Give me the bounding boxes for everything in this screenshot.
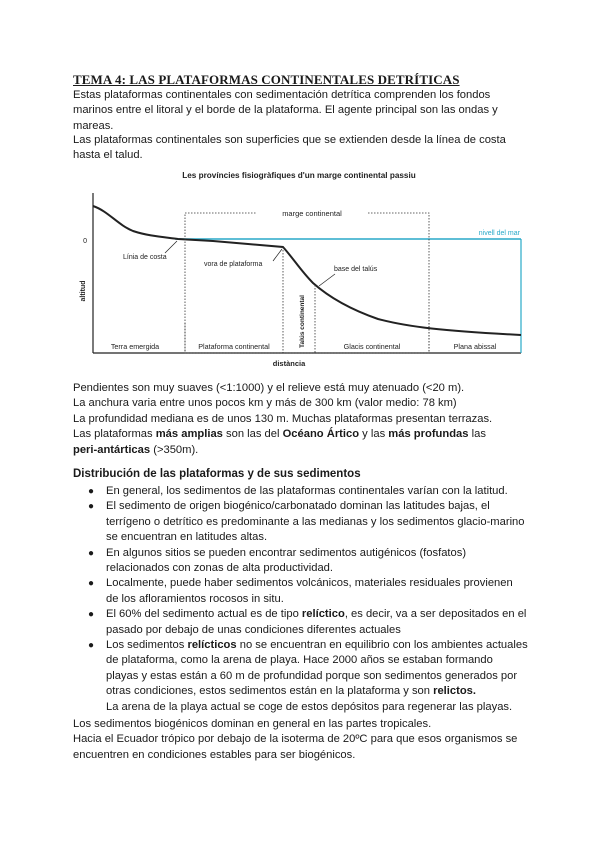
sea-level-label: nivell del mar	[478, 230, 520, 237]
fact-line	[73, 427, 533, 442]
text-run: las	[468, 428, 486, 441]
intro-line: marinos entre el litoral y el borde de la plataforma. El agente principal son las ondas y	[73, 104, 498, 117]
text-run: , es decir, va a ser depositados en el pasado por debajo de unas condiciones diferentes actuales	[106, 608, 527, 636]
zone-abyssal: Plana abissal	[453, 342, 497, 351]
text-run: son las del	[222, 428, 283, 441]
bold-run: relíctico	[301, 608, 345, 621]
bullet-icon: ●	[88, 578, 95, 590]
fact-line: La anchura varia entre unos pocos km y más de 300 km (valor medio: 78 km)	[73, 397, 457, 410]
bold-run: peri-antárticas	[73, 443, 151, 456]
intro-line: mareas.	[73, 119, 114, 132]
slope-base-label: base del talús	[334, 266, 378, 273]
bullet-icon: ●	[88, 609, 95, 621]
bullet-icon: ●	[88, 501, 95, 513]
margin-diagram-svg	[73, 163, 530, 377]
diagram-title: Les províncies fisiogràfiques d'un marge continental passiu	[182, 171, 416, 180]
list-item	[88, 576, 528, 607]
section-heading: Distribución de las plataformas y de sus sedimentos	[73, 468, 361, 480]
list-item	[88, 607, 528, 638]
text-run: Las plataformas	[73, 428, 156, 441]
list-item	[88, 499, 528, 545]
closing-line: Hacia el Ecuador trópico por debajo de la isoterma de 20ºC para que esos organismos se	[73, 733, 518, 746]
bullet-icon: ●	[88, 640, 95, 652]
closing-line: Los sedimentos biogénicos dominan en general en las partes tropicales.	[73, 718, 432, 730]
bullet-icon: ●	[88, 547, 95, 559]
definition-paragraph	[73, 133, 533, 164]
fact-line	[73, 443, 533, 458]
fact-line: La profundidad mediana es de unos 130 m. Muchas plataformas presentan terrazas.	[73, 412, 493, 425]
bold-run: Océano Ártico	[282, 428, 360, 441]
text-run: (>350m).	[150, 443, 199, 456]
sediment-bullet-list	[88, 484, 528, 715]
zero-label: 0	[83, 238, 87, 245]
shelf-edge-label: vora de plataforma	[204, 261, 263, 268]
zone-land: Terra emergida	[110, 342, 160, 351]
zone-rise: Glacis continental	[343, 342, 401, 351]
text-run: no se encuentran en equilibrio con los ambientes actuales de plataforma, como la arena de playa. Hace 2000 años se estaban formando playas y estas están a 60 m de profundidad porque son sedimentos generados por otras condiciones, estos sedimentos están en la plataforma y son	[106, 639, 528, 698]
distance-axis-label: distància	[272, 359, 306, 368]
coastline-label: Línia de costa	[123, 254, 167, 261]
list-item-text: Localmente, puede haber sedimentos volcánicos, materiales residuales provienen de los afloramientos rocosos in situ.	[106, 577, 513, 605]
intro-paragraph	[73, 88, 533, 134]
text-run: Los sedimentos	[106, 639, 188, 652]
closing-line: encuentren en condiciones estables para ser biogénicos.	[73, 748, 356, 761]
text-run: y las	[359, 428, 389, 441]
bold-run: más amplias	[155, 428, 223, 441]
list-item	[88, 484, 528, 499]
text-run: El 60% del sedimento actual es de tipo	[106, 608, 302, 621]
intro-line: Estas plataformas continentales con sedimentación detrítica comprenden los fondos	[73, 89, 491, 101]
margin-label: marge continental	[282, 209, 342, 218]
intro-line: Las plataformas continentales son superficies que se extienden desde la línea de costa	[73, 134, 506, 146]
bullet-icon: ●	[88, 486, 95, 497]
bold-run: más profundas	[388, 428, 469, 441]
list-item	[88, 546, 528, 577]
bold-run: relictos.	[433, 685, 477, 698]
page-title: TEMA 4: LAS PLATAFORMAS CONTINENTALES DETRÍTICAS	[73, 72, 460, 87]
slope-label: Talús continental	[299, 295, 306, 348]
list-item-text: El sedimento de origen biogénico/carbonatado dominan las latitudes bajas, el terrígeno o detrítico es predominante a las medianas y los sedimentos glacio-marino se encuentran en latitudes altas.	[106, 500, 525, 544]
intro-line: hasta el talud.	[73, 149, 143, 162]
closing-paragraph	[73, 717, 533, 763]
list-item-text: La arena de la playa actual se coge de estos depósitos para regenerar las playas.	[106, 700, 513, 713]
list-item-text: En general, los sedimentos de las plataformas continentales varían con la latitud.	[106, 485, 508, 497]
facts-paragraph	[73, 381, 533, 458]
list-item-text: En algunos sitios se pueden encontrar sedimentos autigénicos (fosfatos) relacionados con zonas de alta productividad.	[106, 546, 467, 575]
altitude-axis-label: altitud	[80, 280, 87, 302]
fact-line: Pendientes son muy suaves (<1:1000) y el relieve está muy atenuado (<20 m).	[73, 382, 465, 394]
zone-shelf: Plataforma continental	[198, 342, 270, 351]
margin-diagram	[73, 163, 530, 377]
bold-run: relícticos	[187, 639, 237, 652]
list-item	[88, 638, 528, 715]
